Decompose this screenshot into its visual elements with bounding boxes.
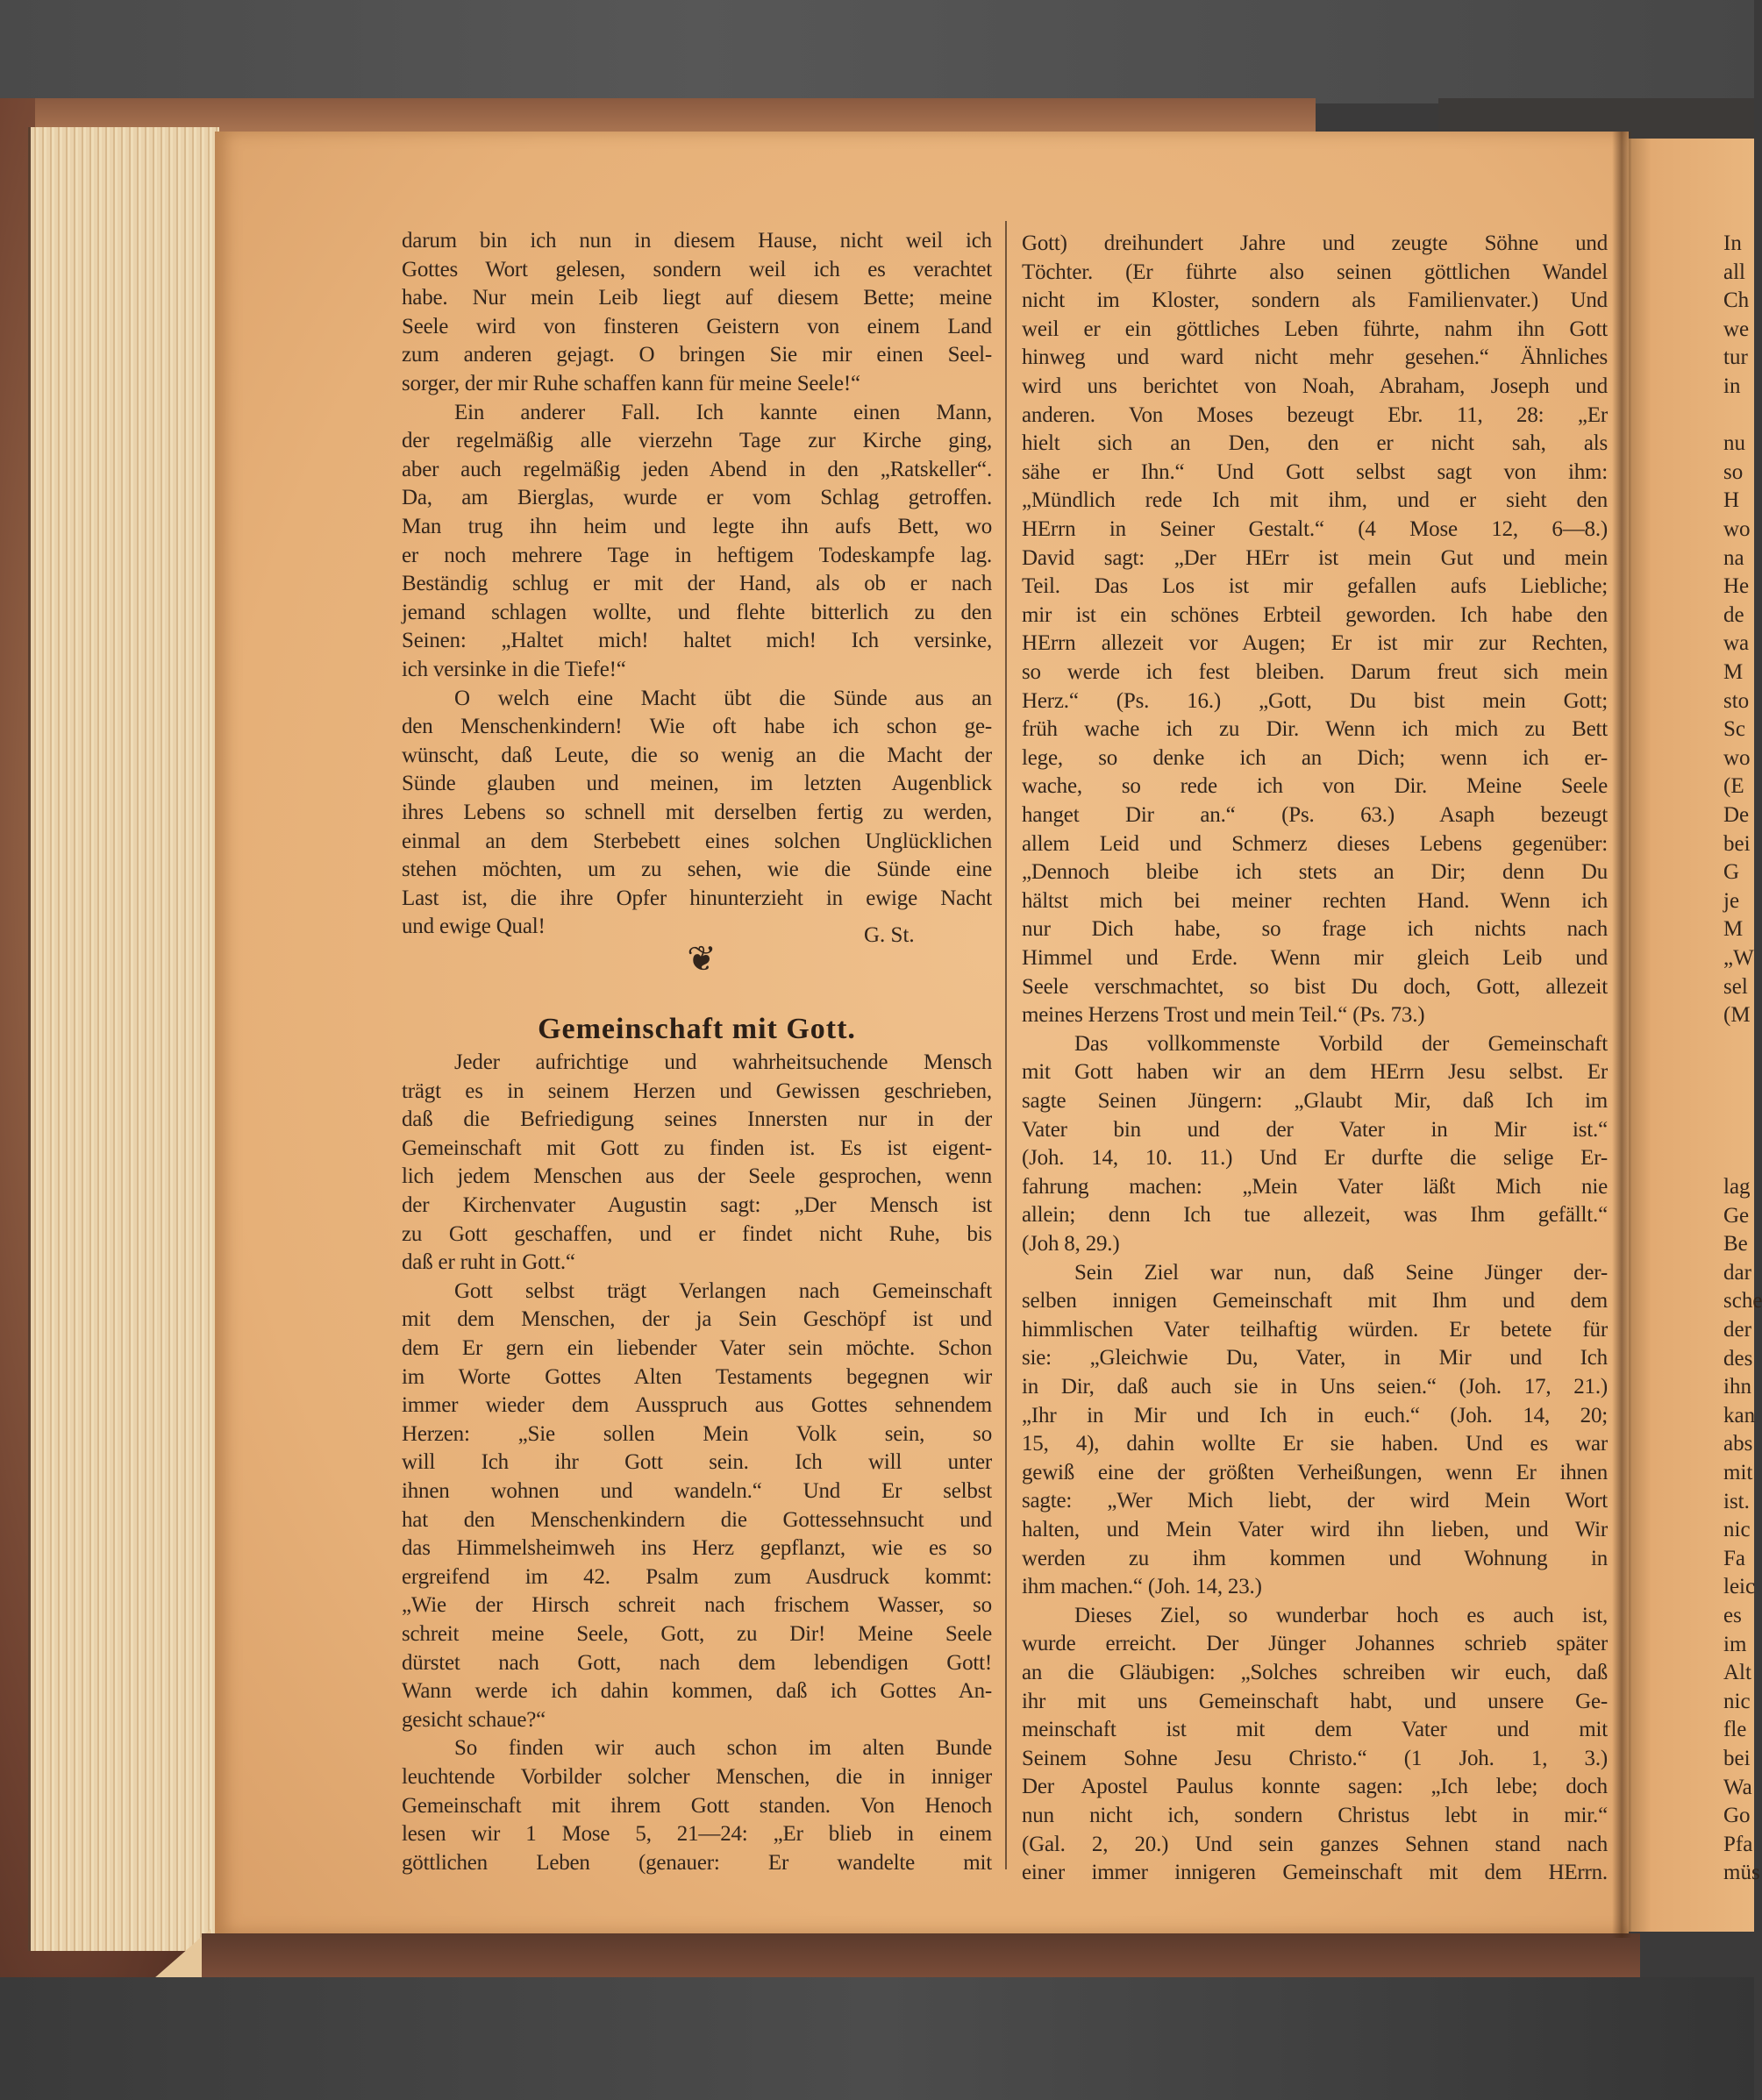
next-page-text-fragment: abs — [1723, 1432, 1753, 1456]
text-line: wache, so rede ich von Dir. Meine Seele — [1022, 774, 1608, 799]
text-line: zu Gott geschaffen, und er findet nicht Ruhe, bis — [402, 1221, 992, 1246]
next-page-text-fragment: Go — [1723, 1804, 1751, 1828]
next-page-text-fragment: Fa — [1723, 1546, 1745, 1570]
next-page-text-fragment: H — [1723, 488, 1740, 513]
next-page-text-fragment: M — [1723, 917, 1744, 942]
text-line: mit Gott haben wir an dem HErrn Jesu selbst. Er — [1022, 1060, 1608, 1085]
text-line: Herzen: „Sie sollen Mein Volk sein, so — [402, 1421, 992, 1446]
text-line: leuchtende Vorbilder solcher Menschen, die in inniger — [402, 1765, 992, 1789]
next-page-text-fragment: in — [1723, 374, 1741, 398]
background-bottom — [0, 1977, 1754, 2100]
next-page-text-fragment: all — [1723, 260, 1745, 284]
next-page-text-fragment: Be — [1723, 1232, 1748, 1256]
text-line: so werde ich fest bleiben. Darum freut sich mein — [1022, 660, 1608, 684]
text-line: jemand schlagen wollte, und flehte bitterlich zu den — [402, 600, 992, 624]
text-line: meines Herzens Trost und mein Teil.“ (Ps. 73.) — [1022, 1003, 1425, 1028]
text-line: wurde erreicht. Der Jünger Johannes schrieb später — [1022, 1632, 1608, 1656]
text-line: himmlischen Vater teilhaftig würden. Er betete für — [1022, 1317, 1608, 1342]
text-line: lich jedem Menschen aus der Seele gesprochen, wenn — [402, 1164, 992, 1189]
text-line: trägt es in seinem Herzen und Gewissen geschrieben, — [402, 1078, 992, 1103]
text-line: einer immer innigeren Gemeinschaft mit dem HErrn. — [1022, 1861, 1608, 1885]
page-gutter — [1612, 132, 1631, 1938]
text-line: O welch eine Macht übt die Sünde aus an — [454, 686, 992, 710]
next-page-text-fragment: de — [1723, 602, 1744, 627]
book-cover-bottom — [202, 1933, 1640, 1977]
text-line: nicht im Kloster, sondern als Familienvater.) Und — [1022, 288, 1608, 313]
next-page-text-fragment: (E — [1723, 774, 1744, 799]
next-page-text-fragment: Pfa — [1723, 1832, 1753, 1856]
text-line: gesicht schaue?“ — [402, 1707, 546, 1732]
next-page-text-fragment: ihn — [1723, 1375, 1751, 1399]
text-line: Der Apostel Paulus konnte sagen: „Ich lebe; doch — [1022, 1775, 1608, 1799]
next-page-text-fragment: wo — [1723, 517, 1751, 541]
next-page-text-fragment: In — [1723, 231, 1742, 255]
text-line: sagte: „Wer Mich liebt, der wird Mein Wort — [1022, 1489, 1608, 1513]
text-line: Da, am Bierglas, wurde er vom Schlag getroffen. — [402, 486, 992, 510]
text-line: 15, 4), dahin wollte Er sie haben. Und es war — [1022, 1432, 1608, 1456]
next-page-text-fragment: sel — [1723, 974, 1748, 999]
text-line: lege, so denke ich an Dich; wenn ich er- — [1022, 745, 1608, 770]
next-page-text-fragment: na — [1723, 545, 1744, 570]
text-line: weil er ein göttliches Leben führte, nahm ihn Gott — [1022, 317, 1608, 341]
text-line: der regelmäßig alle vierzehn Tage zur Kirche ging, — [402, 429, 992, 453]
text-line: allem Leid und Schmerz dieses Lebens gegenüber: — [1022, 831, 1608, 856]
text-line: ergreifend im 42. Psalm zum Ausdruck kommt: — [402, 1564, 992, 1589]
next-page-text-fragment: fle — [1723, 1718, 1747, 1742]
next-page-text-fragment: Sc — [1723, 717, 1745, 742]
text-line: nun nicht ich, sondern Christus lebt in mir.“ — [1022, 1804, 1608, 1827]
text-line: in Dir, daß auch sie in Uns seien.“ (Joh. 17, 21.) — [1022, 1375, 1608, 1399]
text-line: Gemeinschaft mit ihrem Gott standen. Von Henoch — [402, 1793, 992, 1818]
text-line: göttlichen Leben (genauer: Er wandelte mit — [402, 1850, 992, 1875]
next-page-text-fragment: sto — [1723, 688, 1750, 713]
next-page-text-fragment: je — [1723, 888, 1740, 913]
text-line: fahrung machen: „Mein Vater läßt Mich nie — [1022, 1174, 1608, 1199]
text-line: Gottes Wort gelesen, sondern weil ich es verachtet — [402, 257, 992, 281]
next-page-text-fragment: Ch — [1723, 288, 1750, 313]
next-page-text-fragment: leic — [1723, 1575, 1756, 1599]
next-page-text-fragment: M — [1723, 660, 1744, 684]
text-line: Wann werde ich dahin kommen, daß ich Gottes An- — [402, 1679, 992, 1704]
next-page-text-fragment: wa — [1723, 631, 1750, 656]
column-divider — [1005, 221, 1007, 1869]
text-line: einmal an dem Sterbebett eines solchen Unglücklichen — [402, 829, 992, 853]
text-line: dürstet nach Gott, nach dem lebendigen Gott! — [402, 1650, 992, 1675]
text-line: der Kirchenvater Augustin sagt: „Der Mensch ist — [402, 1193, 992, 1217]
text-line: früh wache ich zu Dir. Wenn ich mich zu Bett — [1022, 717, 1608, 742]
next-page-edge — [1629, 139, 1762, 1932]
text-line: allein; denn Ich tue allezeit, was Ihm gefällt.“ — [1022, 1203, 1608, 1228]
text-line: hältst mich bei meiner rechten Hand. Wenn ich — [1022, 888, 1608, 913]
next-page-text-fragment: der — [1723, 1318, 1751, 1342]
ornament-fleuron: ❦ — [687, 939, 717, 979]
text-line: gewiß eine der größten Verheißungen, wenn Er ihnen — [1022, 1460, 1608, 1484]
text-line: und ewige Qual! — [402, 915, 546, 939]
next-page-text-fragment: nic — [1723, 1689, 1751, 1713]
next-page-text-fragment: wo — [1723, 745, 1751, 770]
next-page-text-fragment: nu — [1723, 431, 1745, 456]
text-line: Herz.“ (Ps. 16.) „Gott, Du bist mein Gott; — [1022, 688, 1608, 713]
article-title: Gemeinschaft mit Gott. — [538, 1013, 856, 1045]
text-line: hat den Menschenkindern die Gottessehnsucht und — [402, 1507, 992, 1532]
text-line: habe. Nur mein Leib liegt auf diesem Bette; meine — [402, 286, 992, 310]
next-page-text-fragment: müs — [1723, 1861, 1760, 1885]
text-line: (Gal. 2, 20.) Und sein ganzes Sehnen stand nach — [1022, 1832, 1608, 1856]
text-line: Ein anderer Fall. Ich kannte einen Mann, — [454, 400, 992, 424]
text-line: Beständig schlug er mit der Hand, als ob er nach — [402, 572, 992, 596]
next-page-text-fragment: sche — [1723, 1289, 1762, 1313]
text-line: ihres Lebens so schnell mit derselben fertig zu werden, — [402, 801, 992, 824]
next-page-text-fragment: bei — [1723, 1747, 1751, 1770]
text-line: „Mündlich rede Ich mit ihm, und er sieht den — [1022, 488, 1608, 513]
text-line: das Himmelsheimweh ins Herz gepflanzt, wie es so — [402, 1536, 992, 1561]
text-line: Dieses Ziel, so wunderbar hoch es auch ist, — [1074, 1603, 1608, 1627]
text-line: daß die Befriedigung seines Innersten nur in der — [402, 1107, 992, 1132]
text-line: darum bin ich nun in diesem Hause, nicht weil ich — [402, 229, 992, 253]
next-page-text-fragment: Alt — [1723, 1661, 1751, 1685]
text-line: zum anderen gejagt. O bringen Sie mir einen Seel- — [402, 343, 992, 367]
next-page-text-fragment: (M — [1723, 1003, 1751, 1028]
next-page-text-fragment: ist. — [1723, 1489, 1750, 1513]
next-page-text-fragment: nic — [1723, 1518, 1751, 1542]
text-line: Man trug ihn heim und legte ihn aufs Bett, wo — [402, 515, 992, 538]
text-line: im Worte Gottes Alten Testaments begegnen wir — [402, 1364, 992, 1389]
text-line: anderen. Von Moses bezeugt Ebr. 11, 28: „Er — [1022, 402, 1608, 427]
next-page-text-fragment: des — [1723, 1346, 1753, 1370]
next-page-text-fragment: bei — [1723, 831, 1751, 856]
text-line: immer wieder dem Ausspruch aus Gottes sehnendem — [402, 1393, 992, 1418]
text-line: mit dem Menschen, der ja Sein Geschöpf ist und — [402, 1307, 992, 1332]
text-line: (Joh. 14, 10. 11.) Und Er durfte die selige Er- — [1022, 1146, 1608, 1171]
text-line: hinweg und ward nicht mehr gesehen.“ Ähnliches — [1022, 345, 1608, 370]
text-line: stehen möchten, um zu sehen, wie die Sünde eine — [402, 858, 992, 882]
text-line: HErrn allezeit vor Augen; Er ist mir zur Rechten, — [1022, 631, 1608, 656]
text-line: Das vollkommenste Vorbild der Gemeinschaft — [1074, 1031, 1608, 1056]
text-line: meinschaft ist mit dem Vater und mit — [1022, 1718, 1608, 1742]
text-line: ihr mit uns Gemeinschaft habt, und unsere Ge- — [1022, 1689, 1608, 1713]
next-page-text-fragment: kan — [1723, 1403, 1756, 1427]
next-page-text-fragment: dar — [1723, 1260, 1751, 1285]
text-line: daß er ruht in Gott.“ — [402, 1250, 575, 1275]
text-line: sagte Seinen Jüngern: „Glaubt Mir, daß Ich im — [1022, 1089, 1608, 1113]
text-line: Sünde glauben und meinen, im letzten Augenblick — [402, 772, 992, 796]
page-edges-stack — [28, 127, 219, 1951]
next-page-text-fragment: De — [1723, 803, 1750, 827]
text-line: Sein Ziel war nun, daß Seine Jünger der- — [1074, 1260, 1608, 1285]
next-page-text-fragment: tur — [1723, 345, 1748, 370]
author-signature: G. St. — [864, 923, 915, 947]
text-line: schreit meine Seele, Gott, zu Dir! Meine Seele — [402, 1622, 992, 1646]
text-line: werden zu ihm kommen und Wohnung in — [1022, 1546, 1608, 1570]
text-line: aber auch regelmäßig jeden Abend in den „Ratskeller“. — [402, 457, 992, 481]
text-line: Gemeinschaft mit Gott zu finden ist. Es ist eigent- — [402, 1135, 992, 1160]
text-line: „Ihr in Mir und Ich in euch.“ (Joh. 14, 20; — [1022, 1403, 1608, 1427]
text-line: Vater bin und der Vater in Mir ist.“ — [1022, 1117, 1608, 1142]
text-line: sorger, der mir Ruhe schaffen kann für meine Seele!“ — [402, 372, 860, 395]
text-line: David sagt: „Der HErr ist mein Gut und mein — [1022, 545, 1608, 570]
next-page-text-fragment: G — [1723, 860, 1740, 885]
next-page-text-fragment: es — [1723, 1604, 1742, 1627]
next-page-text-fragment: He — [1723, 574, 1750, 599]
text-line: an die Gläubigen: „Solches schreiben wir euch, daß — [1022, 1661, 1608, 1684]
text-line: Last ist, die ihre Opfer hinunterzieht in ewige Nacht — [402, 886, 992, 910]
text-line: Seinen: „Haltet mich! haltet mich! Ich versinke, — [402, 629, 992, 653]
text-line: „Wie der Hirsch schreit nach frischem Wasser, so — [402, 1593, 992, 1618]
text-line: nur Dich habe, so frage ich nichts nach — [1022, 917, 1608, 942]
text-line: selben innigen Gemeinschaft mit Ihm und dem — [1022, 1289, 1608, 1313]
text-line: er noch mehrere Tage in heftigem Todeskampfe lag. — [402, 543, 992, 567]
text-line: „Dennoch bleibe ich stets an Dir; denn Du — [1022, 860, 1608, 885]
text-line: Töchter. (Er führte also seinen göttlichen Wandel — [1022, 260, 1608, 284]
text-line: hielt sich an Den, den er nicht sah, als — [1022, 431, 1608, 456]
text-line: lesen wir 1 Mose 5, 21—24: „Er blieb in einem — [402, 1822, 992, 1847]
text-line: Gott selbst trägt Verlangen nach Gemeinschaft — [454, 1278, 992, 1303]
next-page-text-fragment: mit — [1723, 1461, 1753, 1484]
text-line: HErrn in Seiner Gestalt.“ (4 Mose 12, 6—8.) — [1022, 517, 1608, 541]
text-line: dem Er gern ein liebender Vater sein möchte. Schon — [402, 1336, 992, 1360]
text-line: sie: „Gleichwie Du, Vater, in Mir und Ich — [1022, 1346, 1608, 1370]
text-line: Himmel und Erde. Wenn mir gleich Leib und — [1022, 946, 1608, 970]
next-page-text-fragment: we — [1723, 317, 1750, 341]
text-line: (Joh 8, 29.) — [1022, 1232, 1120, 1256]
text-line: wünscht, daß Leute, die so wenig an die Macht der — [402, 743, 992, 767]
next-page-text-fragment: so — [1723, 459, 1744, 484]
text-line: mir ist ein schönes Erbteil geworden. Ich habe den — [1022, 602, 1608, 627]
next-page-text-fragment: Ge — [1723, 1203, 1750, 1228]
text-line: hanget Dir an.“ (Ps. 63.) Asaph bezeugt — [1022, 803, 1608, 827]
text-line: Seele verschmachtet, so bist Du doch, Gott, allezeit — [1022, 974, 1608, 999]
text-line: wird uns berichtet von Noah, Abraham, Joseph und — [1022, 374, 1608, 398]
text-line: ich versinke in die Tiefe!“ — [402, 658, 626, 681]
next-page-text-fragment: lag — [1723, 1175, 1751, 1199]
text-line: den Menschenkindern! Wie oft habe ich schon ge- — [402, 715, 992, 739]
text-line: halten, und Mein Vater wird ihn lieben, und Wir — [1022, 1518, 1608, 1541]
text-line: will Ich ihr Gott sein. Ich will unter — [402, 1450, 992, 1475]
text-line: Seinem Sohne Jesu Christo.“ (1 Joh. 1, 3.) — [1022, 1746, 1608, 1770]
next-page-text-fragment: Wa — [1723, 1775, 1752, 1799]
text-line: Seele wird von finsteren Geistern von einem Land — [402, 314, 992, 338]
text-line: Teil. Das Los ist mir gefallen aufs Liebliche; — [1022, 574, 1608, 599]
text-line: Gott) dreihundert Jahre und zeugte Söhne und — [1022, 231, 1608, 255]
background-top — [0, 0, 1754, 103]
text-line: ihnen wohnen und wandeln.“ Und Er selbst — [402, 1479, 992, 1503]
next-page-text-fragment: im — [1723, 1632, 1747, 1656]
text-line: So finden wir auch schon im alten Bunde — [454, 1736, 992, 1761]
text-line: Jeder aufrichtige und wahrheitsuchende Mensch — [454, 1050, 992, 1074]
text-line: ihm machen.“ (Joh. 14, 23.) — [1022, 1575, 1262, 1599]
text-line: sähe er Ihn.“ Und Gott selbst sagt von ihm: — [1022, 459, 1608, 484]
next-page-text-fragment: „W — [1723, 946, 1754, 970]
